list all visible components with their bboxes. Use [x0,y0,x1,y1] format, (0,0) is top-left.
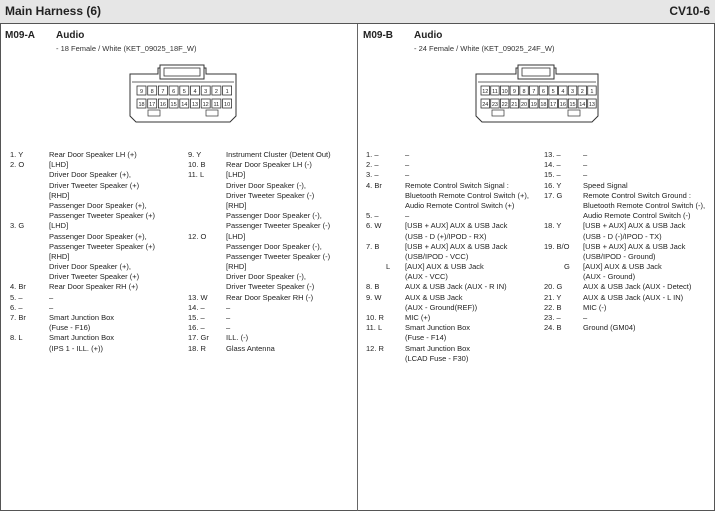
pin-label: 19 [530,101,537,108]
pin-label: 6 [172,88,176,95]
pin-row-continued [188,252,356,262]
pin-description: Passenger Door Speaker (+), [49,231,147,241]
pin-description: – [226,313,231,322]
pin-row-continued [544,201,714,211]
pin-row-continued [544,272,714,282]
pin-description: [RHD] [226,200,247,210]
pin-number: 20. G [544,282,563,292]
pin-description: MIC (-) [583,302,607,312]
pin-row [10,150,185,160]
pin-description: Passenger Tweeter Speaker (-) [226,251,331,261]
pin-row [188,303,356,313]
pin-label: 3 [571,88,575,95]
pin-number: 1. Y [10,150,24,159]
pin-description: – [226,302,231,312]
pin-row [188,160,356,170]
pin-row [366,323,546,333]
pin-row [10,313,185,323]
pin-number: 6. – [10,302,23,312]
pin-row [366,293,546,303]
pin-row [10,333,185,343]
pin-description: AUX & USB Jack (AUX - L IN) [583,292,684,302]
pin-label: 2 [214,88,218,95]
pin-description: [AUX] AUX & USB Jack [405,262,484,272]
pin-description: Rear Door Speaker LH (-) [226,160,312,170]
pin-label: 13 [588,101,596,108]
pin-number: 19. B/O [544,241,570,251]
pin-row [366,170,546,180]
pin-label: 14 [181,101,188,108]
pin-row [544,293,714,303]
pin-label: 9 [139,88,144,95]
pin-number: 17. Gr [188,333,209,343]
pin-label: 23 [491,101,499,108]
pin-row [366,262,546,272]
pin-number: 15. – [544,170,561,180]
pin-row [10,293,185,303]
pin-row-continued [366,191,546,201]
pin-number: 14. – [544,160,561,170]
pin-row-continued [10,252,185,262]
pin-row [544,313,714,323]
pin-row [188,232,356,242]
pin-description: Passenger Tweeter Speaker (-) [226,221,331,231]
pin-label: 22 [501,101,508,108]
pin-row-continued [10,201,185,211]
pin-number: 22. B [544,302,562,312]
pin-description: Bluetooth Remote Control Switch (+), [405,190,530,200]
pin-label: 11 [213,101,220,108]
pin-label: 15 [170,101,177,108]
pin-description: Smart Junction Box [405,323,471,333]
pin-number: 8. B [366,282,380,292]
pin-number: 3. G [10,221,25,231]
harness-title: Main Harness (6) [5,4,102,18]
connector-code: M09-A [5,30,36,41]
pin-description: [LHD] [226,170,246,180]
connector-title: Audio [414,30,443,41]
pin-row [544,150,714,160]
pin-description: Audio Remote Control Switch (+) [405,200,515,210]
pin-description: Glass Antenna [226,343,275,353]
pin-label: 7 [161,88,165,95]
page-header [0,0,715,24]
pin-row [544,160,714,170]
pin-label: 17 [149,101,156,108]
pin-row [188,170,356,180]
connector-diagram-m09a [118,64,248,128]
pin-list-right [544,150,714,333]
pin-number: 18. Y [544,221,562,231]
pin-description: [USB + AUX] AUX & USB Jack [583,221,686,231]
connector-panel-m09a [0,24,357,511]
pin-row-continued [10,272,185,282]
pin-row [188,313,356,323]
pin-description: – [583,313,588,322]
pin-description: Passenger Door Speaker (+), [49,200,147,210]
pin-description: (LCAD Fuse - F30) [405,353,469,363]
pin-row [544,170,714,180]
connector-title: Audio [56,30,85,41]
connector-panel-m09b [358,24,715,511]
pin-number: G [564,262,570,272]
pin-list-left [10,150,185,354]
pin-row [366,282,546,292]
pin-number: 11. L [366,323,383,333]
pin-description: [AUX] AUX & USB Jack [583,262,662,272]
connector-code: M09-B [363,30,394,41]
pin-row-continued [10,211,185,221]
pin-row-continued [10,232,185,242]
pin-description: AUX & USB Jack (AUX - Detect) [583,282,692,292]
pin-description: (USB - D (+)/IPOD - RX) [405,231,487,241]
pin-label: 13 [191,101,199,108]
pin-row [188,293,356,303]
pin-row [544,242,714,252]
pin-description: Passenger Tweeter Speaker (+) [49,211,155,221]
pin-row-continued [366,252,546,262]
pin-number: 8. L [10,333,23,343]
pin-list-right [188,150,356,354]
pin-label: 10 [501,88,508,95]
pin-row [544,191,714,201]
pin-number: 4. Br [10,282,26,292]
pin-description: Remote Control Switch Ground : [583,190,691,200]
pin-description: Driver Tweeter Speaker (+) [49,272,140,282]
pin-number: 1. – [366,150,379,159]
pin-row [544,282,714,292]
pin-row-continued [366,303,546,313]
pin-row [366,221,546,231]
pin-label: 10 [224,101,231,108]
pin-number: 10. R [366,313,384,322]
pin-row [188,333,356,343]
pin-description: MIC (+) [405,313,431,322]
pin-number: 13. – [544,150,561,159]
pin-description: Rear Door Speaker LH (+) [49,150,137,159]
pin-description: (AUX - Ground(REF)) [405,302,478,312]
pin-description: Passenger Tweeter Speaker (+) [49,241,155,251]
pin-row-continued [188,181,356,191]
pin-description: [USB + AUX] AUX & USB Jack [405,241,508,251]
pin-number: 7. Br [10,313,26,322]
pin-description: [LHD] [49,221,69,231]
pin-row-continued [366,333,546,343]
pin-row [366,242,546,252]
pin-row-continued [188,201,356,211]
pin-label: 12 [482,88,489,95]
pin-row-continued [10,170,185,180]
pin-description: Smart Junction Box [49,333,115,343]
pin-description: Driver Tweeter Speaker (+) [49,180,140,190]
pin-row-continued [544,211,714,221]
connector-spec: - 18 Female / White (KET_09025_18F_W) [56,44,197,53]
pin-description: (USB/IPOD - Ground) [583,251,656,261]
pin-description: – [405,150,410,159]
pin-description: Instrument Cluster (Detent Out) [226,150,331,159]
pin-row [188,323,356,333]
pin-number: 6. W [366,221,382,231]
pin-label: 4 [193,88,197,95]
pin-description: [LHD] [49,160,69,170]
pin-description: [USB + AUX] AUX & USB Jack [583,241,686,251]
pin-label: 15 [569,101,576,108]
pin-number: 12. O [188,231,207,241]
pin-description: Bluetooth Remote Control Switch (-), [583,200,706,210]
pin-description: [LHD] [226,231,246,241]
pin-description: Ground (GM04) [583,323,636,333]
pin-description: (IPS 1 - ILL. (+)) [49,343,103,353]
pin-number: 23. – [544,313,561,322]
pin-number: 16. Y [544,180,562,190]
pin-description: AUX & USB Jack [405,292,463,302]
pin-description: Remote Control Switch Signal : [405,180,509,190]
pin-row-continued [544,252,714,262]
pin-description: [RHD] [226,262,247,272]
pin-label: 21 [511,101,518,108]
pin-description: [RHD] [49,190,70,200]
pin-description: [RHD] [49,251,70,261]
pin-row-continued [188,242,356,252]
pin-description: (USB/IPOD - VCC) [405,251,469,261]
pin-row [544,181,714,191]
pin-row-continued [10,323,185,333]
pin-description: – [583,160,588,170]
pin-description: (Fuse - F14) [405,333,447,343]
pin-row [10,282,185,292]
pin-number: 5. – [366,211,379,221]
pin-description: Speed Signal [583,180,628,190]
pin-number: 14. – [188,302,205,312]
pin-number: 2. – [366,160,379,170]
pin-row-continued [188,262,356,272]
pin-description: Smart Junction Box [405,343,471,353]
pin-label: 1 [225,88,229,95]
pin-row-continued [366,272,546,282]
pin-description: Passenger Door Speaker (-), [226,241,322,251]
pin-number: 16. – [188,323,205,333]
pin-label: 6 [541,88,545,95]
pin-row [366,211,546,221]
pin-number: 17. G [544,190,563,200]
pin-description: – [49,302,54,312]
pin-description: Rear Door Speaker RH (+) [49,282,138,292]
pin-list-left [366,150,546,364]
pin-row [544,323,714,333]
page-code: CV10-6 [669,4,710,18]
pin-row [366,344,546,354]
pin-number: 15. – [188,313,205,322]
pin-number: 24. B [544,323,562,333]
pin-description: – [226,323,231,333]
pin-row [366,181,546,191]
pin-row [366,313,546,323]
pin-description: [USB + AUX] AUX & USB Jack [405,221,508,231]
pin-label: 8 [522,88,526,95]
pin-number: 13. W [188,292,208,302]
pin-label: 5 [551,88,555,95]
pin-row-continued [10,344,185,354]
pin-row-continued [366,354,546,364]
pin-row [366,160,546,170]
pin-row-continued [10,242,185,252]
pin-number: 3. – [366,170,379,180]
pin-row-continued [188,272,356,282]
pin-number: 12. R [366,343,384,353]
pin-number: 18. R [188,343,206,353]
pin-number: 21. Y [544,292,562,302]
pin-label: 16 [559,101,566,108]
pin-description: Driver Door Speaker (+), [49,262,131,272]
pin-label: 20 [520,101,528,108]
pin-number: 11. L [188,170,205,180]
pin-description: Driver Door Speaker (-), [226,180,307,190]
pin-label: 11 [492,88,498,95]
pin-number: 4. Br [366,180,382,190]
pin-description: Driver Tweeter Speaker (-) [226,282,315,292]
connector-diagram-m09b [470,64,604,128]
pin-label: 24 [482,101,489,108]
pin-label: 1 [590,88,594,95]
pin-label: 16 [159,101,166,108]
pin-description: AUX & USB Jack (AUX - R IN) [405,282,507,292]
pin-label: 5 [182,88,186,95]
pin-row [10,160,185,170]
pin-label: 17 [550,101,557,108]
pin-description: Passenger Door Speaker (-), [226,211,322,221]
pin-description: ILL. (-) [226,333,249,343]
pin-description: Audio Remote Control Switch (-) [583,211,691,221]
pin-label: 12 [202,101,209,108]
pin-row [544,262,714,272]
pin-label: 4 [561,88,565,95]
pin-row-continued [188,282,356,292]
pin-number: 5. – [10,292,23,302]
pin-description: (AUX - VCC) [405,272,448,282]
pin-number: 7. B [366,241,380,251]
pin-label: 7 [532,88,536,95]
pin-description: – [405,170,410,180]
pin-row-continued [188,221,356,231]
pin-description: Smart Junction Box [49,313,115,322]
pin-row-continued [366,232,546,242]
pin-row [10,221,185,231]
pin-label: 18 [540,101,547,108]
pin-description: – [405,160,410,170]
pin-label: 14 [579,101,586,108]
pin-number: L [386,262,391,272]
pin-number: 2. O [10,160,25,170]
pin-row-continued [544,232,714,242]
pin-description: Rear Door Speaker RH (-) [226,292,314,302]
pin-row [10,303,185,313]
pin-row-continued [188,211,356,221]
pin-number: 10. B [188,160,206,170]
pin-description: – [583,170,588,180]
pin-row-continued [10,262,185,272]
pin-row [366,150,546,160]
pin-row-continued [10,181,185,191]
pin-row [544,303,714,313]
connector-spec: - 24 Female / White (KET_09025_24F_W) [414,44,555,53]
pin-row [188,344,356,354]
pin-number: 9. W [366,292,382,302]
pin-description: – [49,292,54,302]
pin-label: 8 [150,88,154,95]
pin-number: 9. Y [188,150,202,159]
pin-row-continued [188,191,356,201]
pin-description: (AUX - Ground) [583,272,636,282]
pin-description: Driver Door Speaker (+), [49,170,131,180]
pin-row-continued [366,201,546,211]
pin-row [188,150,356,160]
pin-description: Driver Door Speaker (-), [226,272,307,282]
pin-label: 3 [204,88,208,95]
pin-row-continued [10,191,185,201]
pin-label: 2 [580,88,584,95]
pin-row [544,221,714,231]
pin-description: Driver Tweeter Speaker (-) [226,190,315,200]
pin-description: – [583,150,588,159]
pin-description: – [405,211,410,221]
pin-description: (Fuse - F16) [49,323,91,333]
pin-description: (USB - D (-)/IPOD - TX) [583,231,662,241]
pin-label: 18 [138,101,145,108]
pin-label: 9 [512,88,516,95]
